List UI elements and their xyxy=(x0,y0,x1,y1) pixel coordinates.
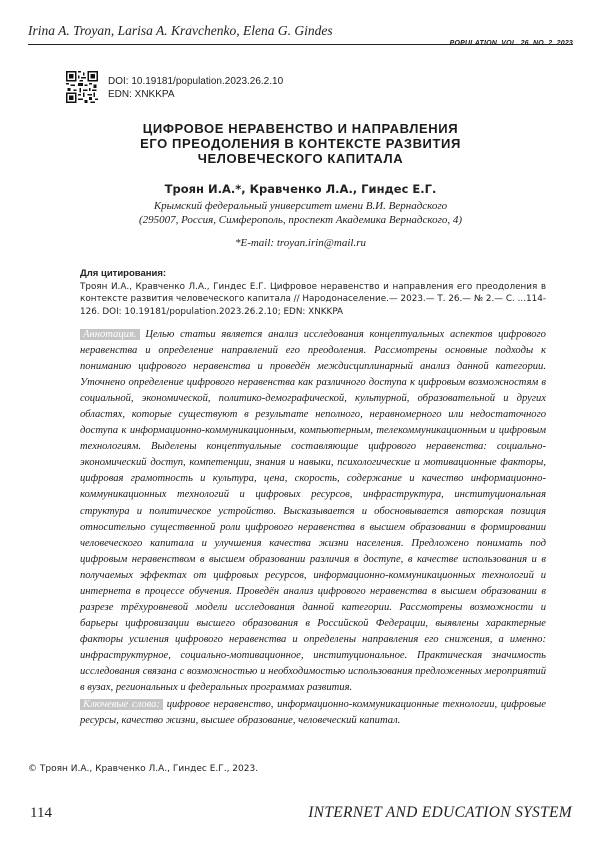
header-authors: Irina A. Troyan, Larisa A. Kravchenko, Elena G. Gindes xyxy=(28,23,333,38)
doi-block xyxy=(108,75,283,101)
affiliation-line-1: Крымский федеральный университет имени В.И. Вернадского xyxy=(153,200,448,212)
citation-label: Для цитирования: xyxy=(80,268,167,279)
qr-code-icon xyxy=(66,71,98,103)
keywords-text: цифровое неравенство, информационно-коммуникационные технологии, цифровые ресурсы, качество жизни, высшее образование, человеческий капитал. xyxy=(80,699,547,726)
abstract-text: Целью статьи является анализ исследования концептуальных аспектов цифрового неравенства и определение направлений его преодоления. Рассмотрены основные подходы к пониманию цифрового неравенства и проведён междисциплинарный анализ данной категории. Уточнено определение цифрового неравенства как различного доступа к цифровым возможностям в социальной, экономической, политико-демографической, культурной, образовательной и других областях, которые существуют в результате неполного, неравномерного или недостаточного доступа к информационно-коммуникационным, компьютерным, телекоммуникационным и цифровым технологиям. Выделены концептуальные составляющие цифрового неравенства: социально-экономический доступ, компетенции, знания и навыки, психологические и мотивационные факторы, цифровая грамотность и культура, цена, скорость, содержание и качество информационно-коммуникационных технологий и цифровых ресурсов, инфраструктура, институциональная структура и политическое устройство. Высказывается и обосновывается авторская позиция относительно существенной роли цифрового неравенства в высшем образовании в формировании человеческого капитала и улучшения качества жизни населения. Предложено понимать под цифровым неравенством в высшем образовании различия в доступе, в качестве использования и в получаемых эффектах от цифровых ресурсов, информационно-коммуникационных технологий и интернета в процессе обучения. Проведён анализ цифрового неравенства в высшем образовании в разрезе трёхуровневой модели исследования данной категории. Рассмотрены возможности и барьеры цифровизации высшего образования в Российской Федерации, выявлены характерные факторы усиления цифрового неравенства и определены направления его снижения, а именно: инфраструктурное, социально-мотивационное, институциональное. Практическая значимость исследования связана с возможностью и необходимостью использования предложенных мероприятий в вузах, региональных и федеральных программах развития. xyxy=(80,329,546,694)
keywords-label: Ключевые слова: xyxy=(80,699,163,710)
title-line-1: ЦИФРОВОЕ НЕРАВЕНСТВО И НАПРАВЛЕНИЯ xyxy=(142,121,459,136)
edn-line: EDN: XNKKPA xyxy=(108,89,175,100)
article-title xyxy=(28,121,573,166)
abstract-block xyxy=(80,327,546,696)
page-number: 114 xyxy=(30,805,52,821)
running-header xyxy=(28,20,573,45)
affiliation xyxy=(28,199,573,227)
title-line-3: ЧЕЛОВЕЧЕСКОГО КАПИТАЛА xyxy=(197,151,404,166)
author-email[interactable]: *E-mail: troyan.irin@mail.ru xyxy=(234,237,366,249)
footer-journal-name: INTERNET AND EDUCATION SYSTEM xyxy=(308,804,572,821)
title-line-2: ЕГО ПРЕОДОЛЕНИЯ В КОНТЕКСТЕ РАЗВИТИЯ xyxy=(140,136,461,151)
abstract-label: Аннотация. xyxy=(80,329,140,340)
keywords-block xyxy=(80,697,546,729)
doi-line[interactable]: DOI: 10.19181/population.2023.26.2.10 xyxy=(108,76,284,87)
copyright-notice: © Троян И.А., Кравченко Л.А., Гиндес Е.Г., 2023. xyxy=(28,764,259,774)
header-journal: POPULATION. VOL. 26. NO. 2. 2023 xyxy=(449,40,573,47)
citation-text: Троян И.А., Кравченко Л.А., Гиндес Е.Г. Цифровое неравенство и направления его преодоления в контексте развития человеческого капитала // Народонаселение.— 2023.— Т. 26.— № 2.— С. ...114-126. DOI: 10.19181/population.2023.26.2.10; EDN: XNKKPA xyxy=(80,282,546,317)
author-names: Троян И.А.*, Кравченко Л.А., Гиндес Е.Г. xyxy=(164,182,437,196)
affiliation-line-2: (295007, Россия, Симферополь, проспект Академика Вернадского, 4) xyxy=(138,214,463,226)
